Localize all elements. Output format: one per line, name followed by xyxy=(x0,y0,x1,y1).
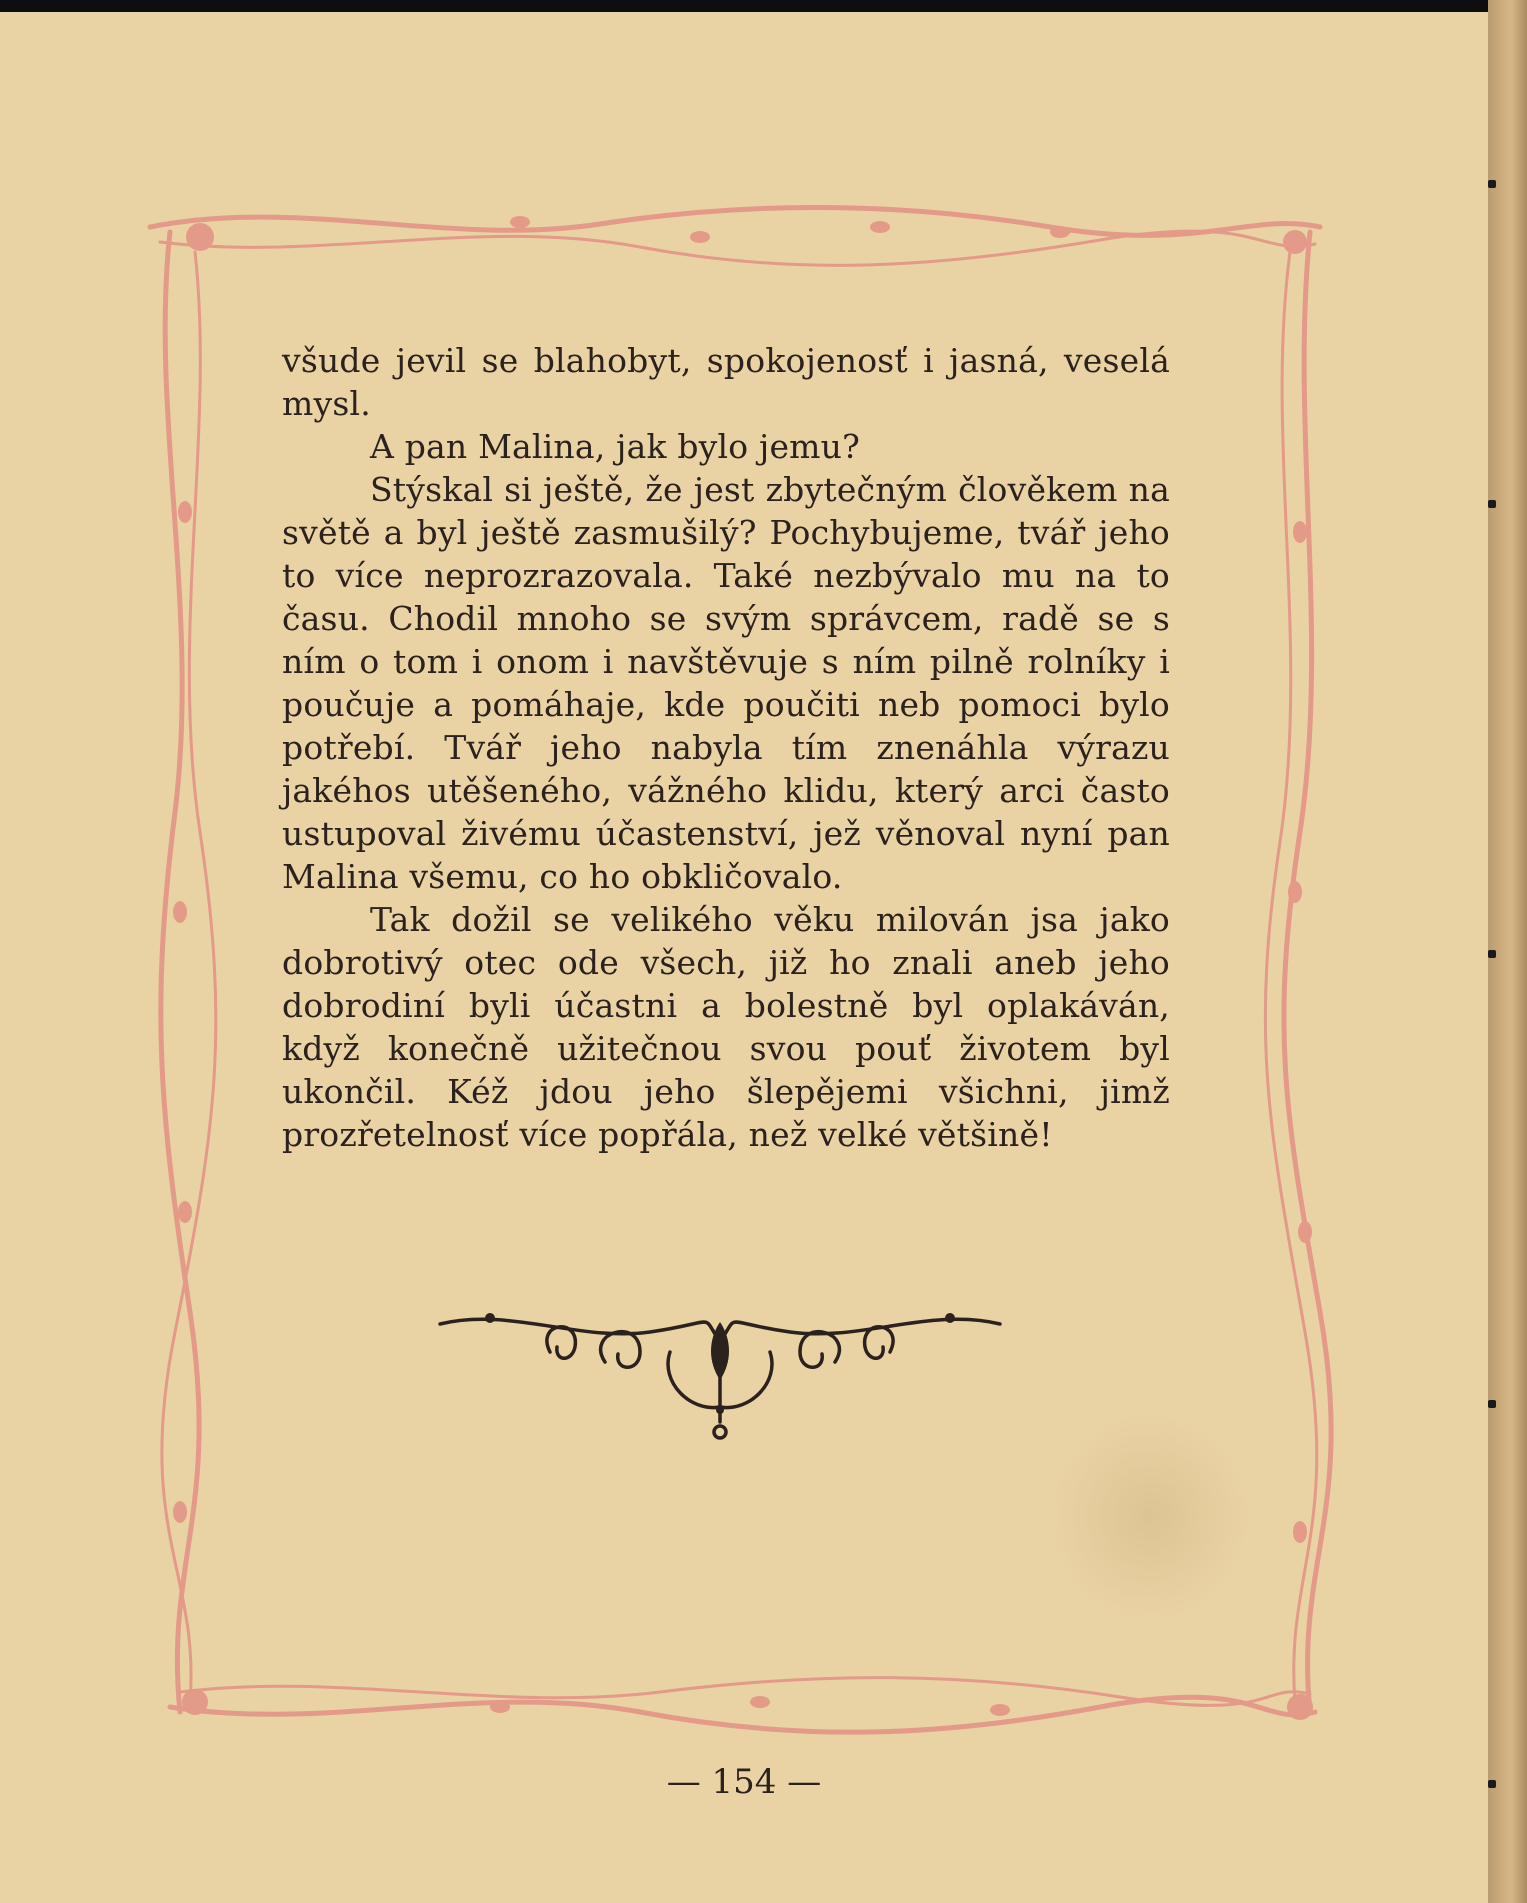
paragraph: Stýskal si ještě, že jest zbytečným člověkem na světě a byl ještě zasmušilý? Pochybujeme, tvář jeho to více neprozrazovala. Také nezbývalo mu na to času. Chodil mnoho se svým správcem, radě se s ním o tom i onom i navštěvuje s ním pilně rolníky i poučuje a pomáhaje, kde poučiti neb pomoci bylo potřebí. Tvář jeho nabyla tím znenáhla výrazu jakéhos utěšeného, vážného klidu, který arci často ustupoval živému účastenství, jež věnoval nyní pan Malina všemu, co ho obkličovalo. xyxy=(282,470,1170,896)
paragraph: A pan Malina, jak bylo jemu? xyxy=(370,427,861,466)
book-spine xyxy=(1488,0,1527,1903)
page-number: — 154 — xyxy=(666,1762,822,1802)
body-text xyxy=(282,339,1170,1156)
book-page xyxy=(0,12,1488,1903)
paragraph: Tak dožil se velikého věku milován jsa jako dobrotivý otec ode všech, již ho znali aneb jeho dobrodiní byli účastni a bolestně byl oplakáván, když konečně užitečnou svou pouť životem byl ukončil. Kéž jdou jeho šlepějemi všichni, jimž prozřetelnosť více popřála, než velké většině! xyxy=(282,900,1170,1154)
paragraph: všude jevil se blahobyt, spokojenosť i jasná, veselá mysl. xyxy=(282,341,1170,423)
vignette-ornament-icon xyxy=(430,1302,1010,1462)
